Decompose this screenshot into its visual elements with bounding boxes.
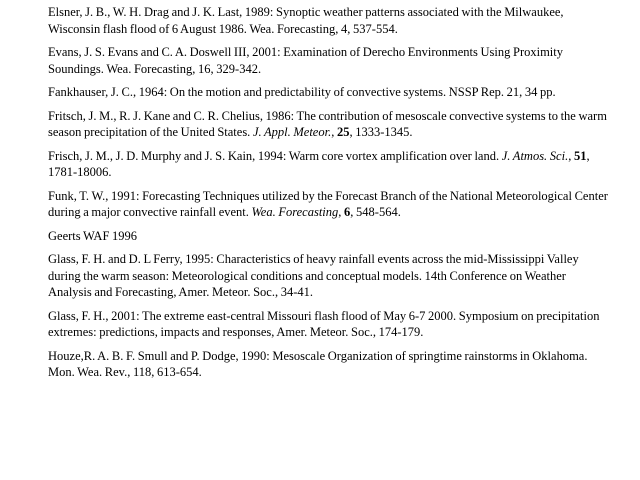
reference-entry — [48, 251, 608, 301]
reference-list — [48, 4, 608, 388]
reference-text: Elsner, J. B., W. H. Drag and J. K. Last, 1989: Synoptic weather patterns associated with the Milwaukee, Wisconsin flash flood of 6 August 1986. Wea. Forecasting, 4, 537-554. — [48, 5, 564, 36]
reference-entry — [48, 44, 608, 77]
reference-text: 51 — [573, 148, 587, 163]
reference-text: Funk, T. W., 1991: Forecasting Techniques utilized by the Forecast Branch of the National Meteorological Center during a major convective rainfall event. — [48, 188, 608, 219]
reference-text: 25 — [336, 125, 350, 139]
reference-text: Frisch, J. M., J. D. Murphy and J. S. Kain, 1994: Warm core vortex amplification over land. — [48, 148, 502, 163]
reference-text: , — [568, 148, 574, 163]
reference-entry — [48, 148, 608, 181]
reference-entry — [48, 84, 608, 101]
reference-text: , — [338, 205, 345, 219]
reference-text: Glass, F. H. and D. L Ferry, 1995: Characteristics of heavy rainfall events across the mid-Mississippi Valley during the warm season: Meteorological conditions and conceptual models. 14th Conference on Weather Analysis and Forecasting, Amer. Meteor. Soc., 34-41. — [48, 252, 579, 299]
reference-text: 6 — [344, 205, 351, 219]
reference-entry — [48, 348, 608, 381]
reference-text: , 548-564. — [350, 205, 401, 219]
reference-text: Glass, F. H., 2001: The extreme east-central Missouri flash flood of May 6-7 2000. Symposium on precipitation extremes: predictions, impacts and responses, Amer. Meteor. Soc., 174-179. — [48, 308, 600, 339]
reference-text: J. Atmos. Sci. — [501, 148, 569, 163]
reference-entry — [48, 108, 608, 141]
reference-text: Wea. Forecasting — [251, 205, 339, 219]
reference-text: , 1333-1345. — [349, 125, 413, 139]
reference-text: , 1781-18006. — [48, 148, 590, 179]
reference-entry — [48, 228, 608, 245]
reference-text: Fritsch, J. M., R. J. Kane and C. R. Chelius, 1986: The contribution of mesoscale convective systems to the warm season precipitation of the United States. — [48, 108, 607, 139]
reference-text: Houze,R. A. B. F. Smull and P. Dodge, 1990: Mesoscale Organization of springtime rainstorms in Oklahoma. Mon. Wea. Rev., 118, 613-654. — [48, 348, 588, 379]
reference-entry — [48, 188, 608, 221]
reference-text: Evans, J. S. Evans and C. A. Doswell III, 2001: Examination of Derecho Environments Using Proximity Soundings. Wea. Forecasting, 16, 329-342. — [48, 45, 564, 76]
reference-text: , — [331, 125, 337, 139]
reference-text: Fankhauser, J. C., 1964: On the motion and predictability of convective systems. NSSP Rep. 21, 34 pp. — [48, 85, 556, 99]
reference-text: Geerts WAF 1996 — [48, 228, 138, 243]
reference-entry — [48, 308, 608, 341]
reference-text: J. Appl. Meteor. — [252, 125, 332, 139]
reference-entry — [48, 4, 608, 37]
